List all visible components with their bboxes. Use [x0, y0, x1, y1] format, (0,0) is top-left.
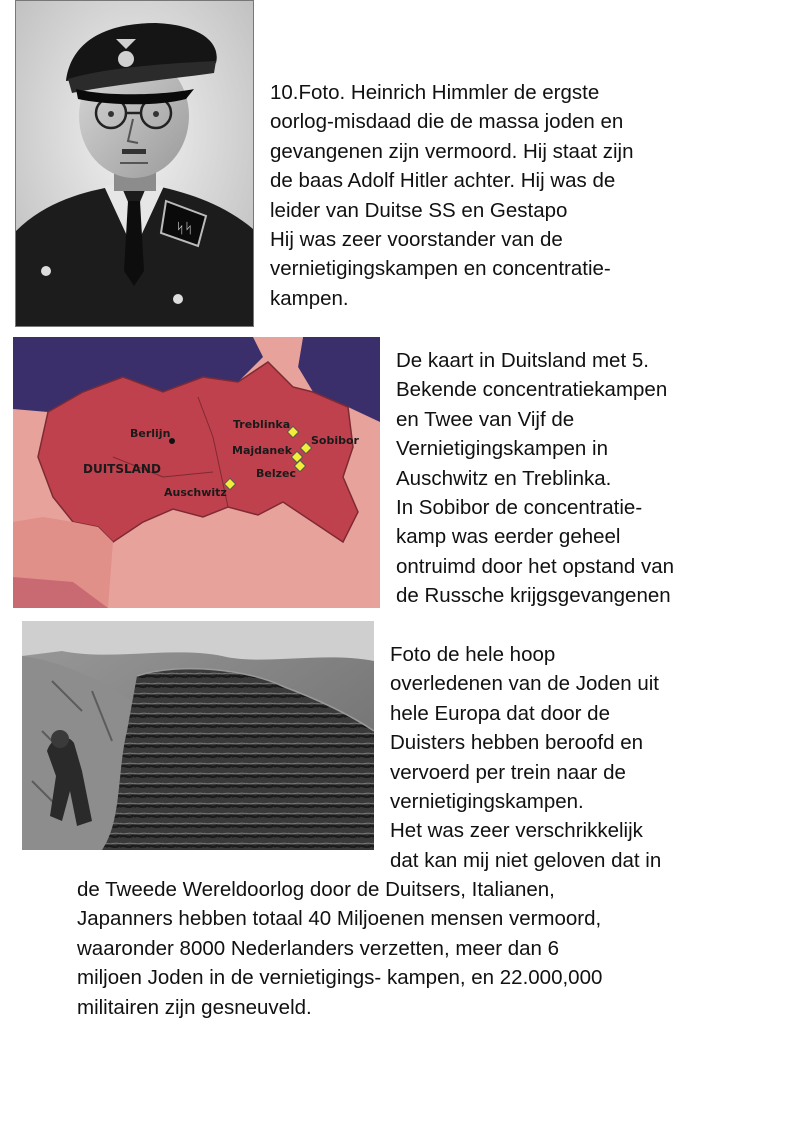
caption-line: Vernietigingskampen in	[396, 437, 608, 461]
caption-line: De kaart in Duitsland met 5.	[396, 349, 649, 372]
paragraph-line: Japanners hebben totaal 40 Miljoenen mensen vermoord,	[77, 907, 602, 931]
caption-line: Auschwitz en Treblinka.	[396, 466, 612, 490]
city-label: Berlijn	[130, 427, 171, 440]
paragraph-line: miljoen Joden in de vernietigings- kampen, en 22.000,000	[77, 966, 603, 990]
caption-line: Duisters hebben beroofd en	[390, 731, 644, 755]
grave-caption	[390, 640, 661, 875]
caption-line: kamp was eerder geheel	[396, 525, 621, 549]
caption-line: In Sobibor de concentratie-	[396, 496, 643, 520]
camp-label-belzec: Belzec	[256, 467, 296, 480]
caption-line: Het was zeer verschrikkelijk	[390, 819, 643, 843]
paragraph-line: de Tweede Wereldoorlog door de Duitsers, Italianen,	[77, 878, 555, 901]
mass-grave-photo	[22, 621, 374, 850]
paragraph-line: waaronder 8000 Nederlanders verzetten, meer dan 6	[77, 936, 560, 960]
caption-line: gevangenen zijn vermoord. Hij staat zijn	[270, 139, 634, 163]
camp-label-majdanek: Majdanek	[232, 444, 293, 457]
map-svg	[13, 337, 380, 608]
grave-illustration	[22, 621, 374, 850]
caption-line: oorlog-misdaad die de massa joden en	[270, 110, 624, 134]
caption-line: Bekende concentratiekampen	[396, 378, 668, 402]
caption-line: vernietigingskampen.	[390, 790, 584, 814]
caption-line: vervoerd per trein naar de	[390, 760, 626, 784]
camp-label-auschwitz: Auschwitz	[164, 486, 227, 499]
svg-text:ᛋᛋ: ᛋᛋ	[176, 221, 193, 237]
caption-line: kampen.	[270, 286, 349, 310]
caption-line: 10.Foto. Heinrich Himmler de ergste	[270, 81, 600, 104]
caption-line: dat kan mij niet geloven dat in	[390, 848, 662, 872]
caption-line: Foto de hele hoop	[390, 643, 556, 666]
paragraph-line: militairen zijn gesneuveld.	[77, 995, 312, 1019]
himmler-portrait-photo	[15, 0, 254, 327]
caption-line: de baas Adolf Hitler achter. Hij was de	[270, 169, 616, 193]
caption-line: Hij was zeer voorstander van de	[270, 228, 563, 252]
caption-line: vernietigingskampen en concentratie-	[270, 257, 611, 281]
map-caption	[396, 346, 674, 611]
camps-map	[13, 337, 380, 608]
closing-paragraph	[77, 875, 602, 1022]
portrait-illustration	[16, 1, 253, 326]
caption-line: ontruimd door het opstand van	[396, 554, 675, 578]
caption-line: de Russche krijgsgevangenen	[396, 584, 671, 608]
himmler-caption	[270, 78, 634, 313]
caption-line: en Twee van Vijf de	[396, 407, 575, 431]
camp-label-treblinka: Treblinka	[233, 418, 291, 431]
caption-line: overledenen van de Joden uit	[390, 672, 659, 696]
caption-line: leider van Duitse SS en Gestapo	[270, 198, 568, 222]
camp-label-sobibor: Sobibor	[311, 434, 359, 447]
country-label: DUITSLAND	[83, 462, 161, 476]
caption-line: hele Europa dat door de	[390, 701, 610, 725]
